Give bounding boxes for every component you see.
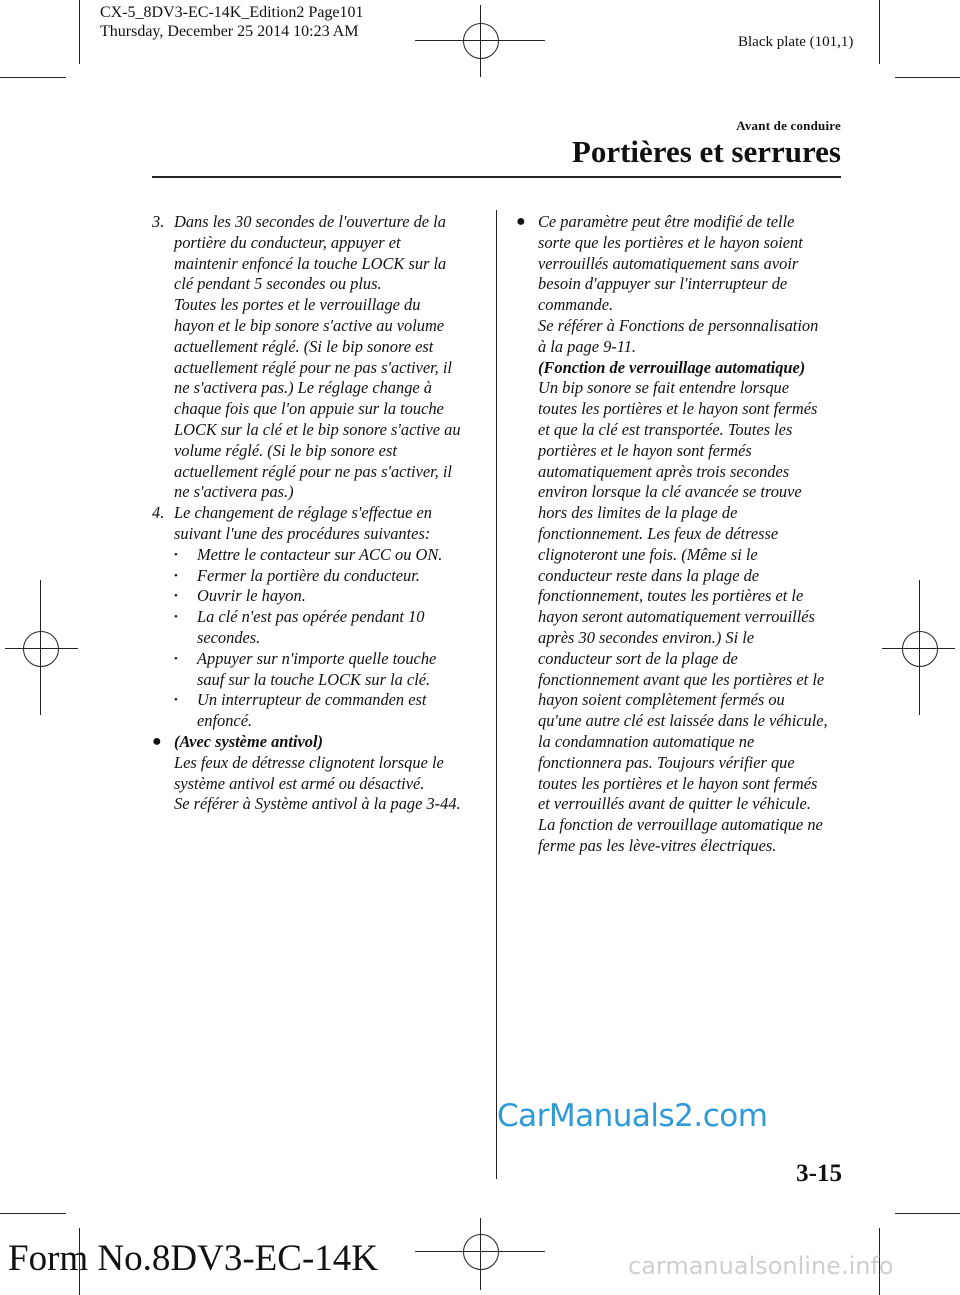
text-line: commande. [538, 295, 614, 315]
text-line: automatiquement après trois secondes [538, 461, 790, 481]
text-line: actuellement réglé pour ne pas s'activer, il [174, 461, 452, 481]
print-slug [100, 3, 364, 41]
text-line: qu'une autre clé est laissée dans le véhicule, [538, 711, 828, 731]
text-line: et verrouillés avant de quitter le véhicule. [538, 794, 811, 814]
step-3-text [174, 212, 482, 503]
text-line: environ lorsque la clé avancée se trouve [538, 482, 802, 502]
step-4 [152, 503, 482, 732]
site-watermark[interactable]: carmanualsonline.info [628, 1252, 894, 1280]
text-line: maintenir enfoncé la touche LOCK sur la [174, 253, 447, 273]
crop-mark [0, 77, 66, 78]
section-rule [152, 176, 841, 178]
form-number: Form No.8DV3-EC-14K [8, 1238, 378, 1279]
text-line: Les feux de détresse clignotent lorsque le [174, 752, 444, 772]
text-line: besoin d'appuyer sur l'interrupteur de [538, 274, 788, 294]
text-line: volume réglé. (Si le bip sonore est [174, 440, 397, 460]
registration-mark [463, 23, 499, 59]
bullet-icon: • [174, 611, 178, 624]
text-line: hayon et le bip sonore s'active au volume [174, 315, 445, 335]
text-line: Le changement de réglage s'effectue en [174, 503, 432, 523]
sub-item-text [197, 566, 420, 587]
text-line: ferme pas les lève-vitres électriques. [538, 835, 777, 855]
text-line: sauf sur la touche LOCK sur la clé. [197, 669, 431, 689]
bullet-icon: • [174, 694, 178, 707]
bullet-icon: ● [152, 732, 162, 750]
text-line: La clé n'est pas opérée pendant 10 [197, 607, 425, 627]
text-line: Se référer à Fonctions de personnalisation [538, 315, 819, 335]
text-line: Toutes les portes et le verrouillage du [174, 295, 421, 315]
text-line: toutes les portières et le hayon sont fermés [538, 773, 818, 793]
text-line: toutes les portières et le hayon sont fermés [538, 399, 818, 419]
text-line: Fermer la portière du conducteur. [197, 565, 420, 585]
text-line: LOCK sur la clé et le bip sonore s'active au [174, 419, 461, 439]
registration-mark [463, 1234, 499, 1270]
setting-note [516, 212, 846, 857]
antivol-note [152, 732, 482, 815]
sub-item-text [197, 649, 436, 691]
text-line: et que la clé est transportée. Toutes les [538, 419, 793, 439]
text-line: La fonction de verrouillage automatique ne [538, 815, 823, 835]
text-line: actuellement réglé pour ne pas s'activer, il [174, 357, 452, 377]
text-line: fonctionnement avant que les portières et le [538, 669, 825, 689]
right-column [516, 212, 846, 857]
step-4-text [174, 503, 482, 732]
text-line: Se référer à Système antivol à la page 3-44. [174, 794, 461, 814]
text-line: à la page 9-11. [538, 336, 637, 356]
text-line: Un interrupteur de commanden est [197, 690, 427, 710]
plate-label: Black plate (101,1) [738, 34, 854, 50]
text-line: la condamnation automatique ne [538, 731, 755, 751]
text-line: hors des limites de la plage de [538, 503, 738, 523]
text-line: clignoteront une fois. (Même si le [538, 544, 758, 564]
crop-mark [895, 1213, 960, 1214]
step-number: 4. [152, 503, 165, 523]
column-divider [496, 210, 497, 1179]
text-line: actuellement réglé. (Si le bip sonore est [174, 336, 434, 356]
text-line: Mettre le contacteur sur ACC ou ON. [197, 544, 443, 564]
bullet-icon: • [174, 548, 178, 561]
watermark-logo[interactable]: CarManuals2.com [497, 1098, 768, 1134]
step-3 [152, 212, 482, 503]
sub-item-text [197, 545, 442, 566]
crop-mark [0, 1213, 66, 1214]
sub-item-text [197, 586, 306, 607]
text-line: Ce paramètre peut être modifié de telle [538, 212, 795, 231]
text-line: clé pendant 5 secondes ou plus. [174, 274, 382, 294]
crop-mark [79, 0, 80, 64]
text-line: hayon seront automatiquement verrouillés [538, 607, 815, 627]
crop-mark [895, 77, 960, 78]
section-category: Avant de conduire [736, 118, 841, 133]
step-number: 3. [152, 212, 165, 231]
bullet-icon: • [174, 590, 178, 603]
text-line: Appuyer sur n'importe quelle touche [197, 648, 437, 668]
text-line: Un bip sonore se fait entendre lorsque [538, 378, 789, 398]
text-line: Dans les 30 secondes de l'ouverture de la [174, 212, 446, 231]
sub-item [174, 586, 482, 607]
bullet-icon: ● [516, 213, 526, 230]
registration-mark [23, 631, 59, 667]
text-line: Ouvrir le hayon. [197, 586, 306, 606]
sub-item [174, 566, 482, 587]
text-line: verrouillés automatiquement sans avoir [538, 253, 799, 273]
text-line: portière du conducteur, appuyer et [174, 232, 401, 252]
antivol-heading: (Avec système antivol) [174, 731, 323, 751]
sub-item [174, 607, 482, 649]
text-line: fonctionnera pas. Toujours vérifier que [538, 752, 795, 772]
section-title: Portières et serrures [571, 134, 841, 169]
text-line: ne s'activera pas.) Le réglage change à [174, 378, 432, 398]
text-line: après 30 secondes environ.) Si le [538, 627, 755, 647]
bullet-icon: • [174, 652, 178, 665]
file-line: CX-5_8DV3-EC-14K_Edition2 Page101 [100, 4, 364, 21]
text-line: hayon soient complètement fermés ou [538, 690, 785, 710]
text-line: secondes. [197, 627, 261, 647]
page-number: 3-15 [796, 1160, 842, 1187]
antivol-text [174, 732, 482, 815]
text-line: conducteur sort de la plage de [538, 648, 738, 668]
text-line: portières et le hayon sont fermés [538, 440, 752, 460]
auto-lock-heading: (Fonction de verrouillage automatique) [538, 357, 806, 377]
crop-mark [879, 0, 880, 64]
text-line: suivant l'une des procédures suivantes: [174, 523, 431, 543]
sub-item [174, 690, 482, 732]
text-line: fonctionnement. Les feux de détresse [538, 523, 779, 543]
left-column [152, 212, 482, 815]
text-line: sorte que les portières et le hayon soient [538, 232, 803, 252]
bullet-icon: • [174, 569, 178, 582]
text-line: conducteur reste dans la plage de [538, 565, 760, 585]
setting-note-text [538, 212, 846, 857]
text-line: système antivol est armé ou désactivé. [174, 773, 425, 793]
sub-item [174, 545, 482, 566]
sub-item-text [197, 690, 426, 732]
text-line: chaque fois que l'on appuie sur la touche [174, 399, 444, 419]
sub-item-text [197, 607, 424, 649]
text-line: ne s'activera pas.) [174, 482, 294, 502]
date-line: Thursday, December 25 2014 10:23 AM [100, 23, 359, 40]
text-line: enfoncé. [197, 711, 253, 731]
sub-item [174, 649, 482, 691]
text-line: fonctionnement, toutes les portières et le [538, 586, 804, 606]
registration-mark [902, 631, 938, 667]
